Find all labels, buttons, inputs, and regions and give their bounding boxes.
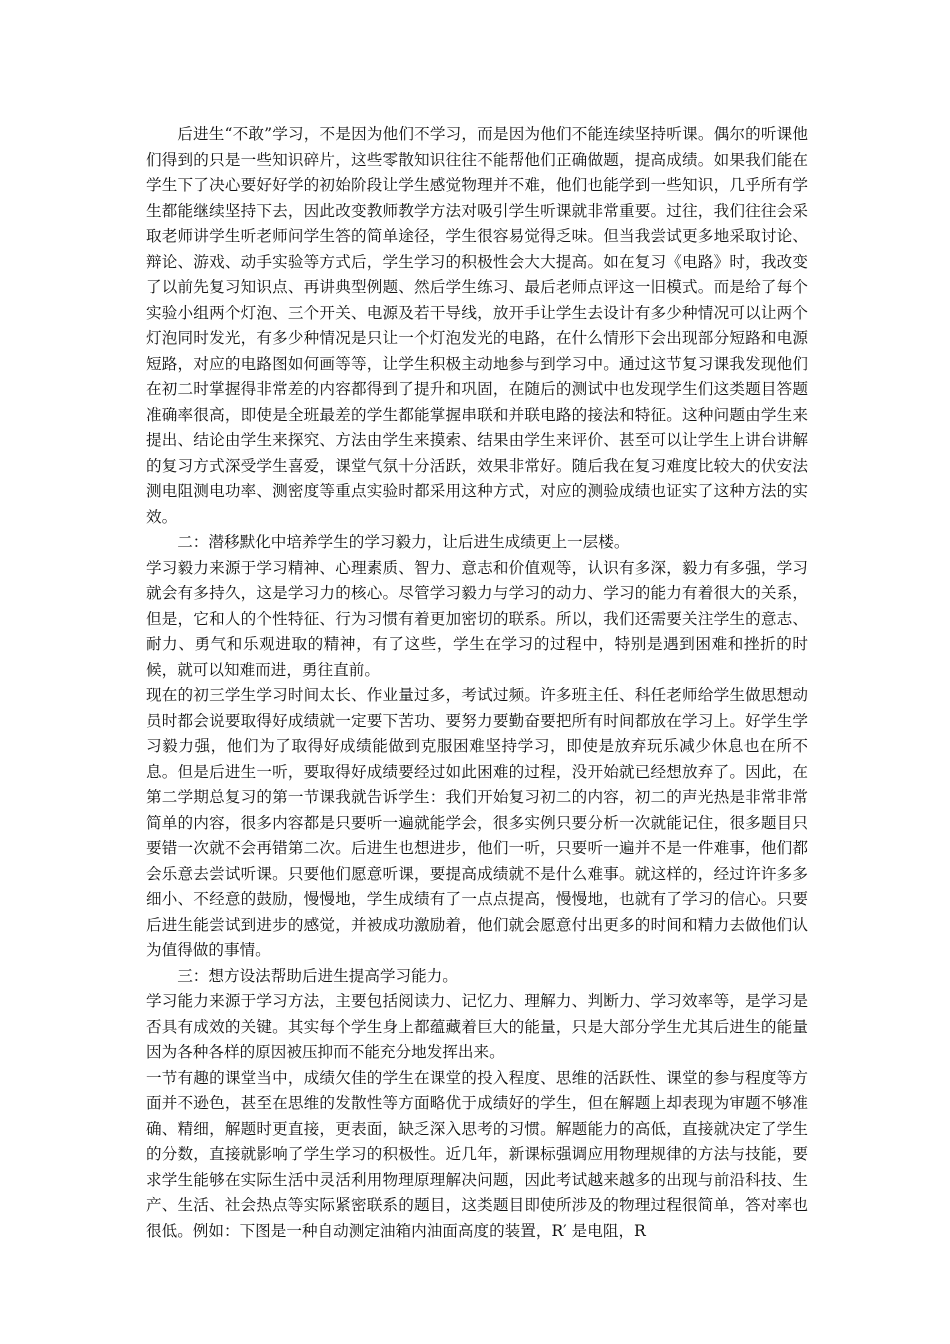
paragraph-learning-ability: 学习能力来源于学习方法，主要包括阅读力、记忆力、理解力、判断力、学习效率等，是学习是否具有成效的关键。其实每个学生身上都蕴藏着巨大的能量，只是大部分学生尤其后进生的能量因为各种各样的原因被压抑而不能充分地发挥出来。 xyxy=(146,992,808,1061)
document-body xyxy=(146,122,808,1244)
paragraph-learning-perseverance: 学习毅力来源于学习精神、心理素质、智力、意志和价值观等，认识有多深，毅力有多强，学习就会有多持久，这是学习力的核心。尽管学习毅力与学习的动力、学习的能力有着很大的关系，但是，它和人的个性特征、行为习惯有着更加密切的联系。所以，我们还需要关注学生的意志、耐力、勇气和乐观进取的精神，有了这些，学生在学习的过程中，特别是遇到困难和挫折的时候，就可以知难而进，勇往直前。 xyxy=(146,558,808,679)
section-heading-2: 二：潜移默化中培养学生的学习毅力，让后进生成绩更上一层楼。 xyxy=(177,533,630,551)
paragraph-encouragement: 现在的初三学生学习时间太长、作业量过多，考试过频。许多班主任、科任老师给学生做思想动员时都会说要取得好成绩就一定要下苦功、要努力要勤奋要把所有时间都放在学习上。好学生学习毅力强，他们为了取得好成绩能做到克服困难坚持学习，即使是放弃玩乐减少休息也在所不息。但是后进生一听，要取得好成绩要经过如此困难的过程，没开始就已经想放弃了。因此，在第二学期总复习的第一节课我就告诉学生：我们开始复习初二的内容，初二的声光热是非常非常简单的内容，很多内容都是只要听一遍就能学会，很多实例只要分析一次就能记住，很多题目只要错一次就不会再错第二次。后进生也想进步，他们一听，只要听一遍并不是一件难事，他们都会乐意去尝试听课。只要他们愿意听课，要提高成绩就不是什么难事。就这样的，经过许许多多细小、不经意的鼓励，慢慢地，学生成绩有了一点点提高，慢慢地，也就有了学习的信心。只要后进生能尝试到进步的感觉，并被成功激励着，他们就会愿意付出更多的时间和精力去做他们认为值得做的事情。 xyxy=(146,686,808,959)
paragraph-problem-solving: 一节有趣的课堂当中，成绩欠佳的学生在课堂的投入程度、思维的活跃性、课堂的参与程度等方面并不逊色，甚至在思维的发散性等方面略优于成绩好的学生，但在解题上却表现为审题不够准确、精细，解题时更直接，更表面，缺乏深入思考的习惯。解题能力的高低，直接就决定了学生的分数，直接就影响了学生学习的积极性。近几年，新课标强调应用物理规律的方法与技能，要求学生能够在实际生活中灵活利用物理原理解决问题，因此考试越来越多的出现与前沿科技、生产、生活、社会热点等实际紧密联系的题目，这类题目即使所涉及的物理过程很简单，答对率也很低。例如：下图是一种自动测定油箱内油面高度的装置，R′ 是电阻，R xyxy=(146,1068,808,1240)
section-heading-3: 三：想方设法帮助后进生提高学习能力。 xyxy=(177,966,458,985)
paragraph-teaching-method: 后进生“不敢”学习，不是因为他们不学习，而是因为他们不能连续坚持听课。偶尔的听课他们得到的只是一些知识碎片，这些零散知识往往不能帮他们正确做题，提高成绩。如果我们能在学生下了决心要好好学的初始阶段让学生感觉物理并不难，他们也能学到一些知识，几乎所有学生都能继续坚持下去，因此改变教师教学方法对吸引学生听课就非常重要。过往，我们往往会采取老师讲学生听老师问学生答的简单途径，学生很容易觉得乏味。但当我尝试更多地采取讨论、辩论、游戏、动手实验等方式后，学生学习的积极性会大大提高。如在复习《电路》时，我改变了以前先复习知识点、再讲典型例题、然后学生练习、最后老师点评这一旧模式。而是给了每个实验小组两个灯泡、三个开关、电源及若干导线，放开手让学生去设计有多少种情况可以让两个灯泡同时发光，有多少种情况是只让一个灯泡发光的电路，在什么情形下会出现部分短路和电源短路，对应的电路图如何画等等，让学生积极主动地参与到学习中。通过这节复习课我发现他们在初二时掌握得非常差的内容都得到了提升和巩固，在随后的测试中也发现学生们这类题目答题准确率很高，即使是全班最差的学生都能掌握串联和并联电路的接法和特征。这种问题由学生来提出、结论由学生来探究、方法由学生来摸索、结果由学生来评价、甚至可以让学生上讲台讲解的复习方式深受学生喜爱，课堂气氛十分活跃，效果非常好。随后我在复习难度比较大的伏安法测电阻测电功率、测密度等重点实验时都采用这种方式，对应的测验成绩也证实了这种方法的实效。 xyxy=(146,125,808,526)
